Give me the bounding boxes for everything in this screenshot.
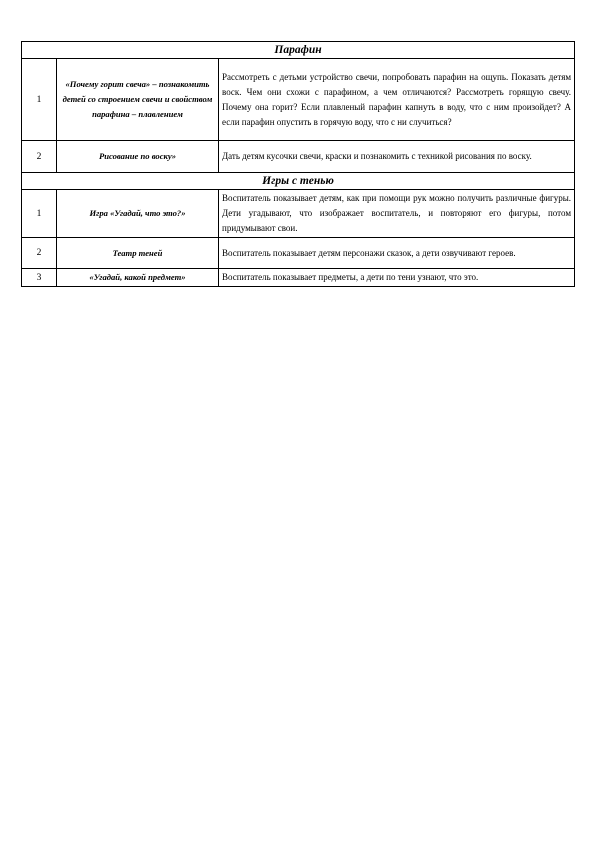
row-topic: Театр теней [57,238,219,269]
row-number: 1 [22,59,57,141]
row-topic: Игра «Угадай, что это?» [57,190,219,238]
table-row [22,141,575,173]
row-number: 2 [22,238,57,269]
table-row [22,269,575,287]
row-description: Дать детям кусочки свечи, краски и познакомить с техникой рисования по воску. [219,141,575,173]
row-topic: «Угадай, какой предмет» [57,269,219,287]
section-title: Игры с тенью [22,173,575,190]
row-description: Рассмотреть с детьми устройство свечи, попробовать парафин на ощупь. Показать детям воск. Чем они схожи с парафином, а чем отличаются? Рассмотреть горящую свечу. Почему она горит? Если плавленый парафин капнуть в воду, что с ним произойдет? А если парафин опустить в горячую воду, что с ни случиться? [219,59,575,141]
row-number: 1 [22,190,57,238]
row-number: 3 [22,269,57,287]
row-description: Воспитатель показывает детям персонажи сказок, а дети озвучивают героев. [219,238,575,269]
row-topic: Рисование по воску» [57,141,219,173]
row-number: 2 [22,141,57,173]
row-description: Воспитатель показывает предметы, а дети по тени узнают, что это. [219,269,575,287]
row-description: Воспитатель показывает детям, как при помощи рук можно получить различные фигуры. Дети угадывают, что изображает воспитатель, и повторяют его фигуры, потом придумывают свои. [219,190,575,238]
table-row [22,190,575,238]
section-title: Парафин [22,42,575,59]
section-header-row [22,173,575,190]
activities-table [21,41,575,287]
table-row [22,59,575,141]
table-row [22,238,575,269]
row-topic: «Почему горит свеча» – познакомить детей со строением свечи и свойством парафина – плавлением [57,59,219,141]
section-header-row [22,42,575,59]
